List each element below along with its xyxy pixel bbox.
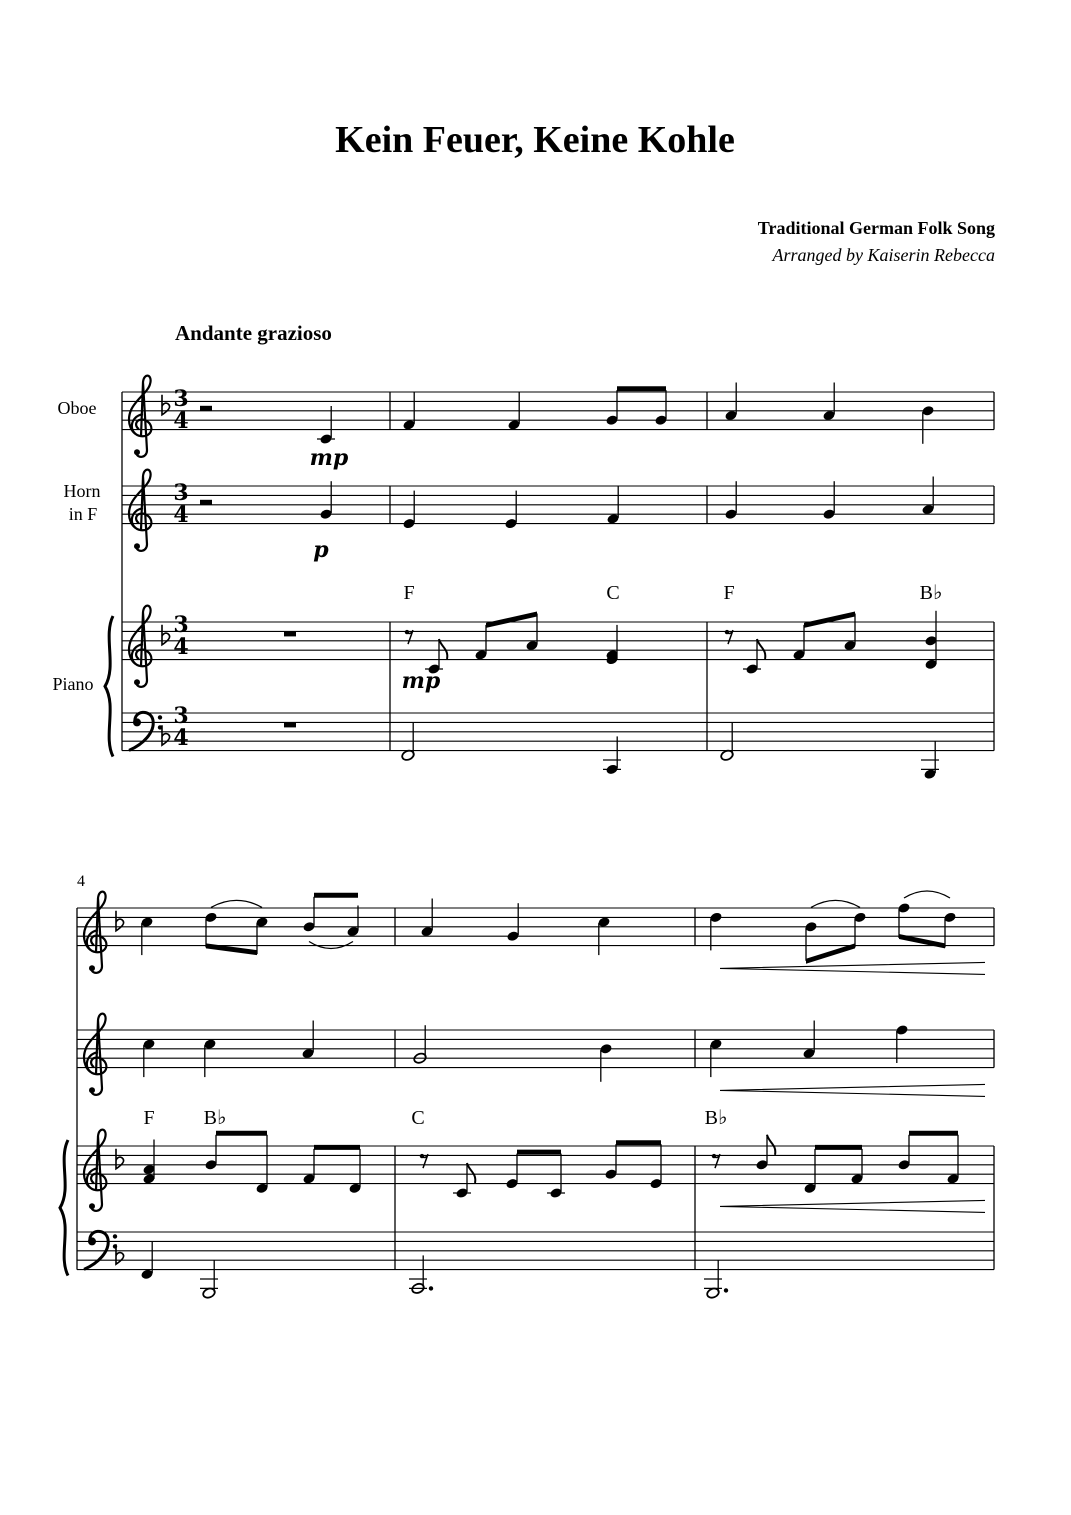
augmentation-dot [724, 1288, 728, 1292]
time-sig-bottom-oboe: 4 [173, 408, 189, 434]
beam [804, 612, 855, 628]
instrument-label-oboe: Oboe [57, 398, 97, 418]
treble-clef [129, 606, 151, 687]
eighth-rest [420, 1154, 428, 1168]
chord-symbol: B♭ [919, 582, 943, 604]
slur [309, 942, 353, 949]
beam [486, 612, 537, 628]
crescendo-hairpin [720, 962, 985, 974]
treble-clef [129, 470, 151, 551]
dynamic-horn-p: p [313, 537, 329, 563]
eighth-rest [712, 1154, 720, 1168]
chord-symbol: C [411, 1107, 425, 1129]
beam [314, 893, 358, 898]
beam [806, 943, 855, 963]
chord-symbol: F [403, 582, 415, 604]
time-sig-bottom-piano-bass: 4 [173, 725, 189, 751]
time-sig-top-oboe: 3 [173, 386, 189, 412]
half-rest [200, 500, 212, 505]
whole-rest [284, 631, 296, 636]
time-sig-top-horn: 3 [173, 480, 189, 506]
chord-symbol: C [606, 582, 620, 604]
instrument-label-horn-key: in F [68, 504, 98, 524]
time-sig-bottom-piano-treble: 4 [173, 634, 189, 660]
eighth-rest [725, 630, 733, 644]
beam [517, 1150, 561, 1155]
beam [909, 1131, 958, 1136]
instrument-label-horn: Horn [63, 481, 101, 501]
time-sig-top-piano-treble: 3 [173, 612, 189, 638]
note-flag [767, 1135, 775, 1155]
treble-clef [84, 892, 106, 973]
treble-clef [84, 1014, 106, 1095]
slur [211, 900, 262, 907]
note-flag [439, 639, 447, 659]
treble-clef [84, 1130, 106, 1211]
measure-number: 4 [77, 873, 85, 890]
chord-symbol: F [723, 582, 735, 604]
beam [617, 386, 666, 391]
key-signature-flat [116, 911, 124, 931]
key-signature-flat [162, 625, 170, 645]
score-title: Kein Feuer, Keine Kohle [335, 119, 735, 161]
note-flag [757, 639, 765, 659]
piano-brace [105, 616, 113, 757]
note-flag [467, 1163, 475, 1183]
beam [216, 1131, 267, 1136]
tempo-marking: Andante grazioso [175, 321, 332, 345]
key-signature-flat [162, 725, 170, 745]
beam [314, 1145, 360, 1150]
key-signature-flat [116, 1244, 124, 1264]
chord-symbol: F [143, 1107, 155, 1129]
arranger-credit: Arranged by Kaiserin Rebecca [772, 245, 995, 265]
crescendo-hairpin [720, 1200, 985, 1212]
piano-brace [60, 1140, 68, 1276]
instrument-label-piano: Piano [52, 674, 94, 694]
time-sig-top-piano-bass: 3 [173, 703, 189, 729]
half-rest [200, 406, 212, 411]
dynamic-oboe-mp: mp [309, 445, 349, 471]
beam [616, 1140, 661, 1145]
whole-rest [284, 722, 296, 727]
key-signature-flat [162, 395, 170, 415]
treble-clef [129, 376, 151, 457]
key-signature-flat [116, 1149, 124, 1169]
slur [904, 891, 950, 898]
augmentation-dot [429, 1286, 433, 1290]
time-sig-bottom-horn: 4 [173, 502, 189, 528]
composer-credit: Traditional German Folk Song [757, 218, 995, 238]
music-engraving [57, 376, 994, 1300]
beam [815, 1145, 862, 1150]
slur [811, 900, 860, 907]
dynamic-piano-mp: mp [401, 668, 441, 694]
chord-symbol: B♭ [704, 1107, 728, 1129]
chord-symbol: B♭ [203, 1107, 227, 1129]
eighth-rest [405, 630, 413, 644]
crescendo-hairpin [720, 1084, 985, 1096]
